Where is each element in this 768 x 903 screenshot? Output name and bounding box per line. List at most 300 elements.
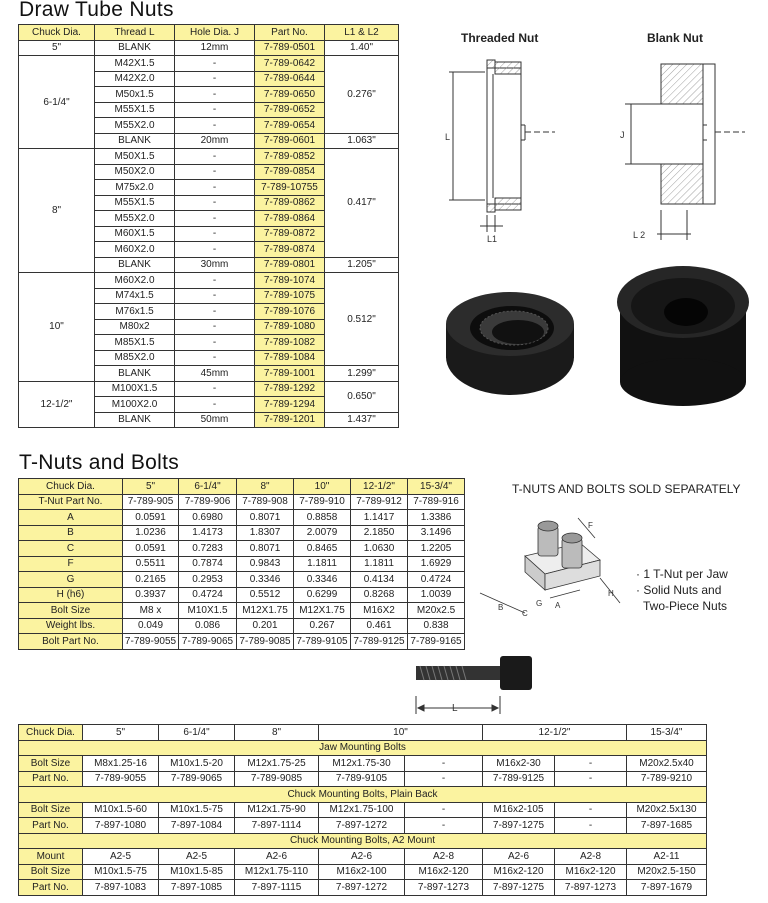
bolt-value-cell: 7-789-9065 bbox=[159, 771, 235, 787]
thread-cell: M50X2.0 bbox=[95, 164, 175, 180]
tnut-value-cell: 10" bbox=[294, 479, 351, 495]
part-no-cell: 7-789-1001 bbox=[255, 366, 325, 382]
hole-cell: - bbox=[175, 180, 255, 196]
tnut-value-cell: 15-3/4" bbox=[408, 479, 465, 495]
table-row bbox=[19, 618, 465, 634]
hole-cell: - bbox=[175, 273, 255, 289]
l-cell: 1.299" bbox=[325, 366, 399, 382]
bolt-section-row bbox=[19, 740, 707, 756]
thread-cell: M50x1.5 bbox=[95, 87, 175, 103]
tnut-row-label: B bbox=[19, 525, 123, 541]
blank-nut-photo bbox=[617, 266, 749, 406]
thread-cell: M80x2 bbox=[95, 319, 175, 335]
bolt-value-cell: A2-11 bbox=[627, 849, 707, 865]
tnut-value-cell: 2.1850 bbox=[351, 525, 408, 541]
part-no-cell: 7-789-0852 bbox=[255, 149, 325, 165]
tnut-row-label: C bbox=[19, 541, 123, 557]
bolt-row-label: Part No. bbox=[19, 818, 83, 834]
thread-cell: M42X1.5 bbox=[95, 56, 175, 72]
table-row bbox=[19, 634, 465, 650]
hole-cell: 20mm bbox=[175, 133, 255, 149]
tnut-value-cell: 0.8858 bbox=[294, 510, 351, 526]
l-cell: 0.417" bbox=[325, 149, 399, 258]
thread-cell: M76x1.5 bbox=[95, 304, 175, 320]
bolt-value-cell: M12x1.75-100 bbox=[319, 802, 405, 818]
bolt-value-cell: - bbox=[555, 802, 627, 818]
thread-cell: M100X1.5 bbox=[95, 381, 175, 397]
thread-cell: BLANK bbox=[95, 412, 175, 428]
tnut-value-cell: 7-789-905 bbox=[123, 494, 179, 510]
tnut-value-cell: 7-789-9165 bbox=[408, 634, 465, 650]
bolt-value-cell: M20x2.5-150 bbox=[627, 864, 707, 880]
l-cell: 1.40" bbox=[325, 40, 399, 56]
tnut-value-cell: 7-789-9065 bbox=[179, 634, 237, 650]
sold-separately-note: T-NUTS AND BOLTS SOLD SEPARATELY bbox=[512, 482, 741, 496]
tnut-value-cell: M10X1.5 bbox=[179, 603, 237, 619]
thread-cell: M85X2.0 bbox=[95, 350, 175, 366]
thread-cell: M55X1.5 bbox=[95, 102, 175, 118]
hole-cell: - bbox=[175, 102, 255, 118]
tnut-value-cell: 5" bbox=[123, 479, 179, 495]
bolt-value-cell: A2-6 bbox=[235, 849, 319, 865]
tnut-value-cell: 7-789-9055 bbox=[123, 634, 179, 650]
thread-cell: M85X1.5 bbox=[95, 335, 175, 351]
bolt-value-cell: A2-8 bbox=[555, 849, 627, 865]
tnut-value-cell: 0.2953 bbox=[179, 572, 237, 588]
bolt-row-label: Part No. bbox=[19, 880, 83, 896]
part-no-cell: 7-789-1084 bbox=[255, 350, 325, 366]
tnut-value-cell: 12-1/2" bbox=[351, 479, 408, 495]
part-no-cell: 7-789-0864 bbox=[255, 211, 325, 227]
bolt-value-cell: - bbox=[405, 818, 483, 834]
table-row bbox=[19, 864, 707, 880]
table-row bbox=[19, 40, 399, 56]
tnut-value-cell: 0.838 bbox=[408, 618, 465, 634]
tnut-value-cell: M20x2.5 bbox=[408, 603, 465, 619]
part-no-cell: 7-789-1080 bbox=[255, 319, 325, 335]
nut-photos bbox=[440, 262, 760, 412]
bolt-header-cell: 12-1/2" bbox=[483, 725, 627, 741]
bolt-value-cell: 7-789-9105 bbox=[319, 771, 405, 787]
tnut-value-cell: 0.3346 bbox=[237, 572, 294, 588]
bolt-value-cell: - bbox=[405, 771, 483, 787]
thread-cell: BLANK bbox=[95, 366, 175, 382]
tnut-value-cell: 1.3386 bbox=[408, 510, 465, 526]
table-row bbox=[19, 603, 465, 619]
bolt-header-cell: Chuck Dia. bbox=[19, 725, 83, 741]
blank-nut-title: Blank Nut bbox=[647, 31, 704, 45]
svg-text:G: G bbox=[536, 599, 543, 608]
tnut-value-cell: 1.0236 bbox=[123, 525, 179, 541]
bolt-section-title: Jaw Mounting Bolts bbox=[19, 740, 707, 756]
thread-cell: BLANK bbox=[95, 133, 175, 149]
bolt-row-label: Bolt Size bbox=[19, 756, 83, 772]
tnut-row-label: Weight lbs. bbox=[19, 618, 123, 634]
chuck-dia-cell: 6-1/4" bbox=[19, 56, 95, 149]
bolt-value-cell: 7-897-1679 bbox=[627, 880, 707, 896]
tnut-value-cell: 7-789-9085 bbox=[237, 634, 294, 650]
hole-cell: 30mm bbox=[175, 257, 255, 273]
threaded-nut-title: Threaded Nut bbox=[461, 31, 539, 45]
tnut-value-cell: 0.8071 bbox=[237, 510, 294, 526]
draw-tube-header-cell: Hole Dia. J bbox=[175, 25, 255, 41]
bolt-value-cell: - bbox=[405, 802, 483, 818]
hole-cell: - bbox=[175, 350, 255, 366]
tnut-value-cell: 2.0079 bbox=[294, 525, 351, 541]
part-no-cell: 7-789-1082 bbox=[255, 335, 325, 351]
bolt-value-cell: A2-8 bbox=[405, 849, 483, 865]
bolt-header-cell: 15-3/4" bbox=[627, 725, 707, 741]
tnut-value-cell: 0.5511 bbox=[123, 556, 179, 572]
hole-cell: - bbox=[175, 397, 255, 413]
bolt-header-cell: 6-1/4" bbox=[159, 725, 235, 741]
bolt-value-cell: 7-897-1273 bbox=[405, 880, 483, 896]
bolt-section-row bbox=[19, 833, 707, 849]
part-no-cell: 7-789-0872 bbox=[255, 226, 325, 242]
tnut-value-cell: 0.7874 bbox=[179, 556, 237, 572]
thread-cell: M55X2.0 bbox=[95, 118, 175, 134]
bolt-header-row bbox=[19, 725, 707, 741]
tnut-value-cell: 0.8071 bbox=[237, 541, 294, 557]
table-row bbox=[19, 381, 399, 397]
tnut-value-cell: 0.6980 bbox=[179, 510, 237, 526]
part-no-cell: 7-789-0601 bbox=[255, 133, 325, 149]
chuck-dia-cell: 8" bbox=[19, 149, 95, 273]
bolt-value-cell: 7-897-1272 bbox=[319, 818, 405, 834]
bolt-value-cell: M20x2.5x40 bbox=[627, 756, 707, 772]
bolt-value-cell: A2-5 bbox=[83, 849, 159, 865]
bolt-value-cell: - bbox=[405, 756, 483, 772]
table-row bbox=[19, 556, 465, 572]
table-row bbox=[19, 494, 465, 510]
tnut-value-cell: 0.7283 bbox=[179, 541, 237, 557]
svg-text:A: A bbox=[555, 601, 561, 610]
tnut-value-cell: M8 x bbox=[123, 603, 179, 619]
svg-text:C: C bbox=[522, 609, 528, 618]
thread-cell: M60X2.0 bbox=[95, 242, 175, 258]
bolt-section-title: Chuck Mounting Bolts, A2 Mount bbox=[19, 833, 707, 849]
bolt-value-cell: M20x2.5x130 bbox=[627, 802, 707, 818]
bolt-value-cell: 7-789-9210 bbox=[627, 771, 707, 787]
part-no-cell: 7-789-0801 bbox=[255, 257, 325, 273]
bolt-value-cell: 7-789-9125 bbox=[483, 771, 555, 787]
bolt-table bbox=[18, 724, 707, 896]
bolt-header-cell: 8" bbox=[235, 725, 319, 741]
tnut-value-cell: 0.0591 bbox=[123, 510, 179, 526]
table-row bbox=[19, 802, 707, 818]
part-no-cell: 7-789-0854 bbox=[255, 164, 325, 180]
bolt-value-cell: - bbox=[555, 818, 627, 834]
bolt-value-cell: M12x1.75-30 bbox=[319, 756, 405, 772]
part-no-cell: 7-789-0862 bbox=[255, 195, 325, 211]
table-row bbox=[19, 587, 465, 603]
tnut-value-cell: 1.4173 bbox=[179, 525, 237, 541]
table-row bbox=[19, 56, 399, 72]
hole-cell: - bbox=[175, 226, 255, 242]
hole-cell: - bbox=[175, 56, 255, 72]
draw-tube-header-cell: Thread L bbox=[95, 25, 175, 41]
draw-tube-header-cell: L1 & L2 bbox=[325, 25, 399, 41]
l-cell: 1.437" bbox=[325, 412, 399, 428]
bolt-value-cell: - bbox=[555, 771, 627, 787]
hole-cell: - bbox=[175, 381, 255, 397]
draw-tube-header-cell: Part No. bbox=[255, 25, 325, 41]
bolt-header-cell: 10" bbox=[319, 725, 483, 741]
bolt-section-title: Chuck Mounting Bolts, Plain Back bbox=[19, 787, 707, 803]
bolt-value-cell: 7-897-1080 bbox=[83, 818, 159, 834]
tnut-row-label: F bbox=[19, 556, 123, 572]
bolt-value-cell: 7-897-1114 bbox=[235, 818, 319, 834]
bolt-row-label: Bolt Size bbox=[19, 802, 83, 818]
part-no-cell: 7-789-0654 bbox=[255, 118, 325, 134]
bolt-value-cell: 7-897-1275 bbox=[483, 818, 555, 834]
tnut-value-cell: 7-789-908 bbox=[237, 494, 294, 510]
blank-nut-drawing bbox=[625, 64, 745, 240]
bolt-value-cell: 7-897-1085 bbox=[159, 880, 235, 896]
bolt-value-cell: M16x2-105 bbox=[483, 802, 555, 818]
tnut-row-label: Bolt Part No. bbox=[19, 634, 123, 650]
bolt-value-cell: 7-789-9085 bbox=[235, 771, 319, 787]
hole-cell: 50mm bbox=[175, 412, 255, 428]
bolt-value-cell: M16x2-120 bbox=[483, 864, 555, 880]
bolt-value-cell: 7-897-1275 bbox=[483, 880, 555, 896]
tnut-value-cell: 8" bbox=[237, 479, 294, 495]
tnut-value-cell: 1.1811 bbox=[351, 556, 408, 572]
nut-cross-section-drawings bbox=[425, 50, 755, 250]
bolt-value-cell: M8x1.25-16 bbox=[83, 756, 159, 772]
bolt-value-cell: M12x1.75-90 bbox=[235, 802, 319, 818]
tnut-value-cell: 7-789-906 bbox=[179, 494, 237, 510]
tnut-drawing bbox=[470, 498, 640, 628]
tnut-value-cell: 1.2205 bbox=[408, 541, 465, 557]
part-no-cell: 7-789-0501 bbox=[255, 40, 325, 56]
bolt-value-cell: 7-897-1272 bbox=[319, 880, 405, 896]
tnut-value-cell: M12X1.75 bbox=[294, 603, 351, 619]
tnut-value-cell: 7-789-916 bbox=[408, 494, 465, 510]
bolt-header-cell: 5" bbox=[83, 725, 159, 741]
tnut-value-cell: 0.086 bbox=[179, 618, 237, 634]
part-no-cell: 7-789-0644 bbox=[255, 71, 325, 87]
svg-text:H: H bbox=[608, 589, 614, 598]
l-cell: 1.063" bbox=[325, 133, 399, 149]
hole-cell: 45mm bbox=[175, 366, 255, 382]
bolt-drawing bbox=[412, 652, 542, 722]
hole-cell: - bbox=[175, 319, 255, 335]
part-no-cell: 7-789-0642 bbox=[255, 56, 325, 72]
chuck-dia-cell: 5" bbox=[19, 40, 95, 56]
tnut-value-cell: 0.8465 bbox=[294, 541, 351, 557]
svg-text:F: F bbox=[588, 521, 593, 530]
part-no-cell: 7-789-1292 bbox=[255, 381, 325, 397]
tnuts-title: T-Nuts and Bolts bbox=[19, 451, 180, 474]
tnut-value-cell: M12X1.75 bbox=[237, 603, 294, 619]
hole-cell: - bbox=[175, 71, 255, 87]
hole-cell: - bbox=[175, 304, 255, 320]
tnut-value-cell: 1.8307 bbox=[237, 525, 294, 541]
bolt-value-cell: M16x2-30 bbox=[483, 756, 555, 772]
thread-cell: M74x1.5 bbox=[95, 288, 175, 304]
thread-cell: BLANK bbox=[95, 40, 175, 56]
tnut-row-label: A bbox=[19, 510, 123, 526]
thread-cell: M100X2.0 bbox=[95, 397, 175, 413]
tnut-value-cell: 0.3346 bbox=[294, 572, 351, 588]
part-no-cell: 7-789-0874 bbox=[255, 242, 325, 258]
draw-tube-header-row bbox=[19, 25, 399, 41]
label-j: J bbox=[620, 130, 625, 140]
tnut-row-label: H (h6) bbox=[19, 587, 123, 603]
table-row bbox=[19, 849, 707, 865]
thread-cell: M55X1.5 bbox=[95, 195, 175, 211]
bolt-value-cell: M10x1.5-20 bbox=[159, 756, 235, 772]
tnut-row-label: T-Nut Part No. bbox=[19, 494, 123, 510]
thread-cell: M55X2.0 bbox=[95, 211, 175, 227]
tnut-value-cell: 0.3937 bbox=[123, 587, 179, 603]
bolt-value-cell: M10x1.5-60 bbox=[83, 802, 159, 818]
table-row bbox=[19, 818, 707, 834]
draw-tube-table bbox=[18, 24, 399, 428]
label-l: L bbox=[445, 132, 451, 142]
thread-cell: M75x2.0 bbox=[95, 180, 175, 196]
tnut-row-label: G bbox=[19, 572, 123, 588]
tnut-value-cell: 7-789-9125 bbox=[351, 634, 408, 650]
tnut-value-cell: 0.5512 bbox=[237, 587, 294, 603]
bolt-value-cell: M16x2-120 bbox=[405, 864, 483, 880]
hole-cell: - bbox=[175, 118, 255, 134]
tnut-value-cell: 7-789-9105 bbox=[294, 634, 351, 650]
bolt-row-label: Bolt Size bbox=[19, 864, 83, 880]
bolt-section-row bbox=[19, 787, 707, 803]
tnut-value-cell: 1.1811 bbox=[294, 556, 351, 572]
bolt-row-label: Part No. bbox=[19, 771, 83, 787]
table-row bbox=[19, 771, 707, 787]
tnut-row-label: Chuck Dia. bbox=[19, 479, 123, 495]
part-no-cell: 7-789-10755 bbox=[255, 180, 325, 196]
table-row bbox=[19, 756, 707, 772]
tnut-row-label: Bolt Size bbox=[19, 603, 123, 619]
label-l2: L 2 bbox=[633, 230, 646, 240]
tnut-value-cell: 0.6299 bbox=[294, 587, 351, 603]
tnut-value-cell: 6-1/4" bbox=[179, 479, 237, 495]
thread-cell: M60X2.0 bbox=[95, 273, 175, 289]
tnut-value-cell: 0.4134 bbox=[351, 572, 408, 588]
hole-cell: - bbox=[175, 242, 255, 258]
hole-cell: - bbox=[175, 195, 255, 211]
tnut-value-cell: 0.0591 bbox=[123, 541, 179, 557]
bolt-value-cell: 7-897-1084 bbox=[159, 818, 235, 834]
table-row bbox=[19, 479, 465, 495]
note-bullet-1: · 1 T-Nut per Jaw bbox=[636, 567, 728, 581]
tnut-value-cell: 7-789-910 bbox=[294, 494, 351, 510]
bolt-value-cell: M16x2-100 bbox=[319, 864, 405, 880]
tnut-value-cell: 1.0630 bbox=[351, 541, 408, 557]
threaded-nut-drawing bbox=[449, 60, 555, 232]
bolt-l-label: L bbox=[452, 703, 458, 714]
part-no-cell: 7-789-1076 bbox=[255, 304, 325, 320]
hole-cell: - bbox=[175, 87, 255, 103]
hole-cell: - bbox=[175, 164, 255, 180]
hole-cell: - bbox=[175, 288, 255, 304]
tnut-value-cell: 0.267 bbox=[294, 618, 351, 634]
hole-cell: - bbox=[175, 335, 255, 351]
part-no-cell: 7-789-1201 bbox=[255, 412, 325, 428]
l-cell: 0.276" bbox=[325, 56, 399, 134]
hole-cell: - bbox=[175, 211, 255, 227]
thread-cell: M60X1.5 bbox=[95, 226, 175, 242]
table-row bbox=[19, 273, 399, 289]
thread-cell: M50X1.5 bbox=[95, 149, 175, 165]
tnut-value-cell: 3.1496 bbox=[408, 525, 465, 541]
tnut-table bbox=[18, 478, 465, 650]
bolt-value-cell: A2-6 bbox=[319, 849, 405, 865]
table-row bbox=[19, 525, 465, 541]
tnut-value-cell: 1.6929 bbox=[408, 556, 465, 572]
tnut-value-cell: 0.8268 bbox=[351, 587, 408, 603]
table-row bbox=[19, 541, 465, 557]
tnut-value-cell: M16X2 bbox=[351, 603, 408, 619]
label-l1: L1 bbox=[487, 234, 498, 244]
part-no-cell: 7-789-1075 bbox=[255, 288, 325, 304]
bolt-value-cell: M10x1.5-85 bbox=[159, 864, 235, 880]
table-row bbox=[19, 510, 465, 526]
part-no-cell: 7-789-0650 bbox=[255, 87, 325, 103]
table-row bbox=[19, 880, 707, 896]
note-bullet-2: · Solid Nuts and bbox=[636, 583, 722, 597]
bolt-value-cell: M10x1.5-75 bbox=[159, 802, 235, 818]
l-cell: 0.512" bbox=[325, 273, 399, 366]
bolt-value-cell: A2-5 bbox=[159, 849, 235, 865]
tnut-value-cell: 0.4724 bbox=[179, 587, 237, 603]
part-no-cell: 7-789-0652 bbox=[255, 102, 325, 118]
bolt-value-cell: A2-6 bbox=[483, 849, 555, 865]
draw-tube-title: Draw Tube Nuts bbox=[19, 0, 174, 21]
bolt-value-cell: 7-897-1083 bbox=[83, 880, 159, 896]
draw-tube-header-cell: Chuck Dia. bbox=[19, 25, 95, 41]
l-cell: 1.205" bbox=[325, 257, 399, 273]
chuck-dia-cell: 10" bbox=[19, 273, 95, 382]
bolt-value-cell: M10x1.5-75 bbox=[83, 864, 159, 880]
hole-cell: - bbox=[175, 149, 255, 165]
bolt-row-label: Mount bbox=[19, 849, 83, 865]
tnut-value-cell: 1.0039 bbox=[408, 587, 465, 603]
table-row bbox=[19, 572, 465, 588]
bolt-value-cell: M12x1.75-110 bbox=[235, 864, 319, 880]
chuck-dia-cell: 12-1/2" bbox=[19, 381, 95, 428]
part-no-cell: 7-789-1294 bbox=[255, 397, 325, 413]
bolt-value-cell: M16x2-120 bbox=[555, 864, 627, 880]
note-bullet-3: Two-Piece Nuts bbox=[643, 599, 728, 613]
svg-text:B: B bbox=[498, 603, 504, 612]
tnut-value-cell: 0.2165 bbox=[123, 572, 179, 588]
bolt-value-cell: M12x1.75-25 bbox=[235, 756, 319, 772]
bolt-value-cell: 7-789-9055 bbox=[83, 771, 159, 787]
tnut-value-cell: 0.4724 bbox=[408, 572, 465, 588]
table-row bbox=[19, 149, 399, 165]
bolt-value-cell: 7-897-1115 bbox=[235, 880, 319, 896]
tnut-value-cell: 0.461 bbox=[351, 618, 408, 634]
part-no-cell: 7-789-1074 bbox=[255, 273, 325, 289]
bolt-value-cell: - bbox=[555, 756, 627, 772]
tnut-value-cell: 1.1417 bbox=[351, 510, 408, 526]
thread-cell: M42X2.0 bbox=[95, 71, 175, 87]
hole-cell: 12mm bbox=[175, 40, 255, 56]
bolt-value-cell: 7-897-1685 bbox=[627, 818, 707, 834]
tnut-value-cell: 7-789-912 bbox=[351, 494, 408, 510]
bolt-value-cell: 7-897-1273 bbox=[555, 880, 627, 896]
tnut-value-cell: 0.9843 bbox=[237, 556, 294, 572]
l-cell: 0.650" bbox=[325, 381, 399, 412]
tnut-value-cell: 0.201 bbox=[237, 618, 294, 634]
tnut-value-cell: 0.049 bbox=[123, 618, 179, 634]
